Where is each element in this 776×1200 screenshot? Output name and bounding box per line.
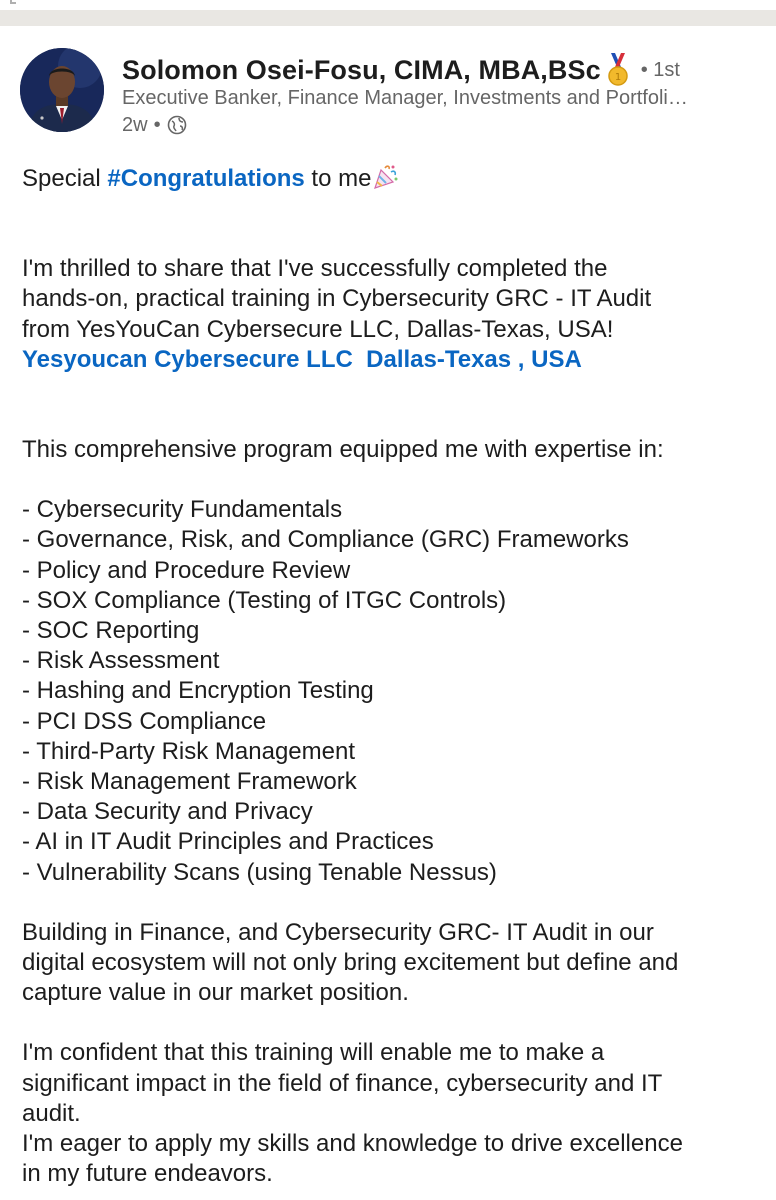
paragraph2-line: Building in Finance, and Cybersecurity GRC- IT Audit in our <box>22 918 654 946</box>
intro-suffix: to me <box>304 165 372 192</box>
skill-item: - Risk Management Framework <box>22 768 357 796</box>
program-intro: This comprehensive program equipped me with expertise in: <box>22 436 664 464</box>
skill-item: - Vulnerability Scans (using Tenable Nessus) <box>22 858 497 886</box>
post-card <box>0 26 776 1200</box>
paragraph3-line: I'm eager to apply my skills and knowledge to drive excellence <box>22 1130 683 1158</box>
paragraph3-line: significant impact in the field of finance, cybersecurity and IT <box>22 1069 663 1097</box>
skill-item: - Data Security and Privacy <box>22 798 313 826</box>
paragraph1-line: I'm thrilled to share that I've successfully completed the <box>22 255 608 283</box>
paragraph3-line: in my future endeavors. <box>22 1160 273 1188</box>
intro-line <box>22 164 762 194</box>
paragraph3-line: I'm confident that this training will enable me to make a <box>22 1039 605 1067</box>
avatar[interactable] <box>20 48 104 132</box>
separator-dot: • <box>153 113 161 136</box>
skill-item: - SOX Compliance (Testing of ITGC Controls) <box>22 586 507 614</box>
svg-text:1: 1 <box>614 72 621 83</box>
skill-item: - Risk Assessment <box>22 647 220 675</box>
feed-separator <box>0 10 776 26</box>
confetti-icon <box>371 164 399 190</box>
connection-degree: • 1st <box>640 58 680 81</box>
previous-card-edge <box>0 0 776 10</box>
post-meta <box>122 112 187 138</box>
partial-icon <box>10 0 16 4</box>
post-time: 2w <box>122 113 148 136</box>
medal-icon <box>605 53 631 87</box>
hashtag-link[interactable]: #Congratulations <box>107 165 305 192</box>
skill-item: - SOC Reporting <box>22 617 200 645</box>
author-name[interactable]: Solomon Osei-Fosu, CIMA, MBA,BSc <box>122 54 601 85</box>
intro-prefix: Special <box>22 165 108 192</box>
skill-item: - Third-Party Risk Management <box>22 737 355 765</box>
skill-item: - PCI DSS Compliance <box>22 707 267 735</box>
paragraph3-line: audit. <box>22 1099 81 1127</box>
post-body <box>22 164 762 1189</box>
globe-icon <box>167 115 187 135</box>
author-line <box>122 52 762 88</box>
author-headline: Executive Banker, Finance Manager, Investments and Portfoli… <box>122 87 688 109</box>
paragraph1-line: hands-on, practical training in Cybersecurity GRC - IT Audit <box>22 285 652 313</box>
company-mention-link[interactable]: Yesyoucan Cybersecure LLC Dallas-Texas , USA <box>22 345 582 373</box>
skill-item: - AI in IT Audit Principles and Practices <box>22 828 434 856</box>
skill-item: - Cybersecurity Fundamentals <box>22 496 343 524</box>
skill-item: - Hashing and Encryption Testing <box>22 677 374 705</box>
skill-item: - Policy and Procedure Review <box>22 556 351 584</box>
paragraph2-line: capture value in our market position. <box>22 979 409 1007</box>
skill-item: - Governance, Risk, and Compliance (GRC) Frameworks <box>22 526 629 554</box>
paragraph1-line: from YesYouCan Cybersecure LLC, Dallas-Texas, USA! <box>22 315 614 343</box>
paragraph2-line: digital ecosystem will not only bring excitement but define and <box>22 949 679 977</box>
